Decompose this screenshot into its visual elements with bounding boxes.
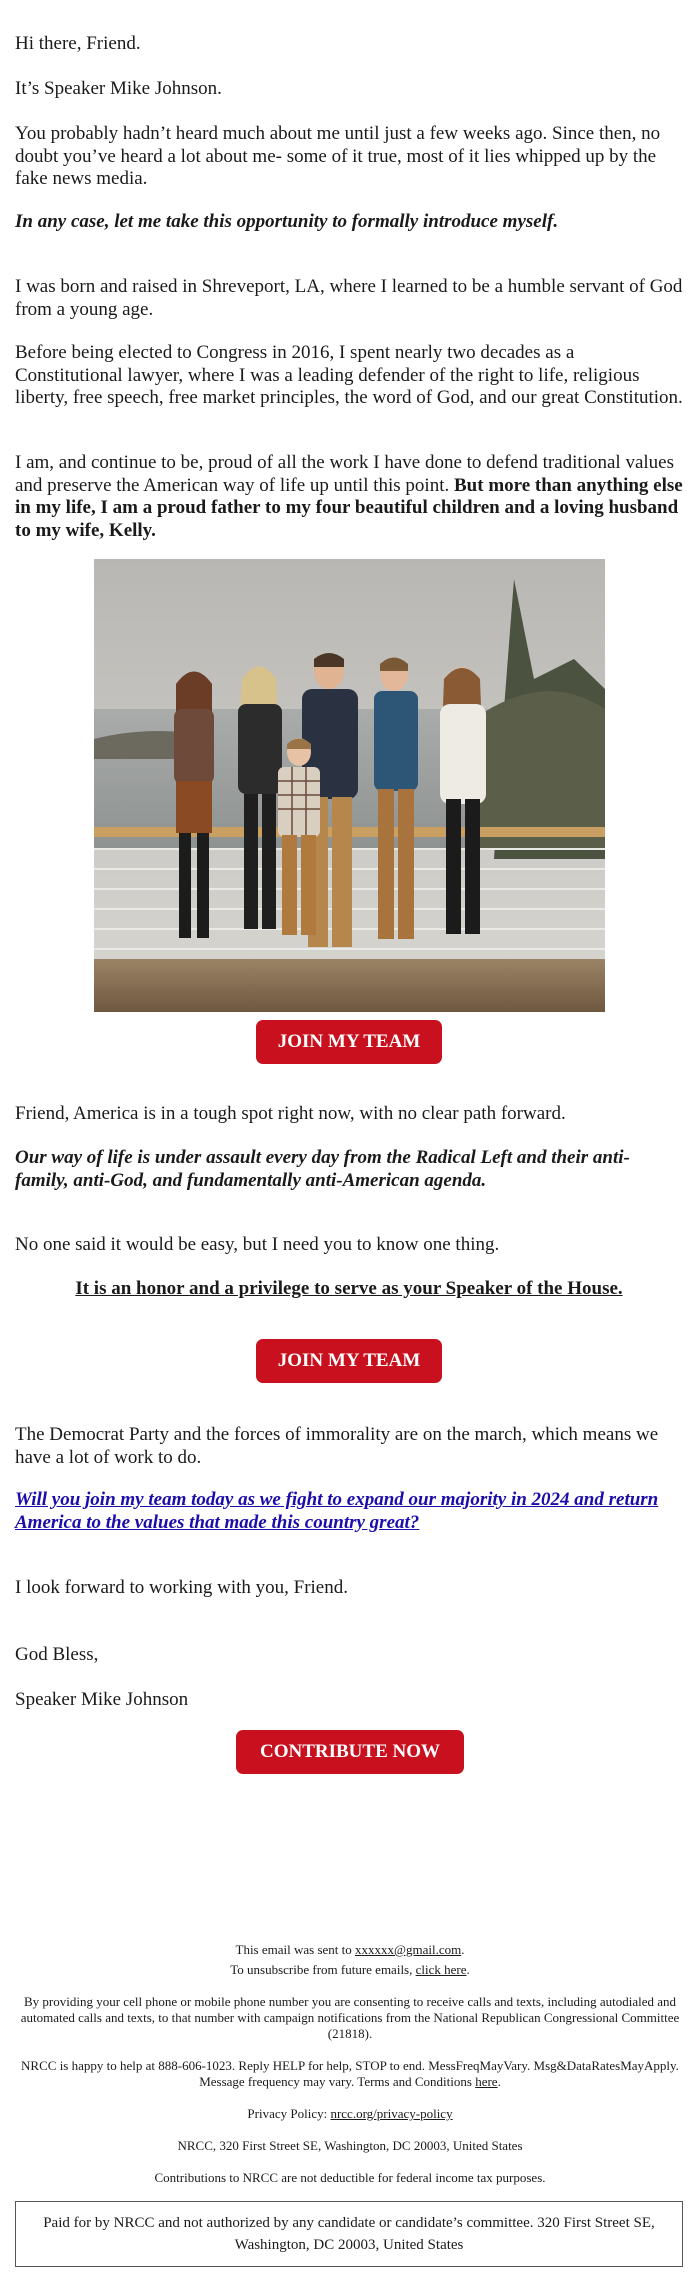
sms-terms-text: NRCC is happy to help at 888-606-1023. Reply HELP for help, STOP to end. MessFreqMayVary. Msg&DataRatesMayApply. Message frequency may vary. Terms and Conditions bbox=[21, 2058, 679, 2089]
sent-to-prefix: This email was sent to bbox=[235, 1942, 356, 1957]
paragraph-congress: Before being elected to Congress in 2016, I spent nearly two decades as a Constitutional lawyer, where I was a leading defender of the right to life, religious liberty, free speech, free market principles, the word of God, and our great Constitution. bbox=[15, 342, 683, 408]
unsubscribe-line bbox=[20, 1962, 680, 1978]
unsubscribe-link[interactable]: click here bbox=[415, 1962, 467, 1977]
join-my-team-button-2[interactable]: JOIN MY TEAM bbox=[256, 1339, 442, 1383]
privacy-line bbox=[20, 2106, 680, 2122]
sms-terms-line bbox=[20, 2058, 680, 2090]
paid-for-disclaimer: Paid for by NRCC and not authorized by any candidate or candidate’s committee. 320 First Street SE, Washington, DC 20003, United States bbox=[15, 2201, 683, 2267]
sent-to-line bbox=[20, 1942, 680, 1958]
recipient-email-link[interactable]: xxxxxx@gmail.com bbox=[355, 1942, 462, 1957]
paragraph-one-thing: No one said it would be easy, but I need you to know one thing. bbox=[15, 1234, 500, 1255]
consent-text: By providing your cell phone or mobile phone number you are consenting to receive calls and texts, including autodialed and automated calls and texts, to that number with campaign notifications from the National Republican Congressional Committee (21818). bbox=[20, 1994, 680, 2041]
paragraph-join-link bbox=[15, 1489, 683, 1534]
paragraph-fake-news: You probably hadn’t heard much about me until just a few weeks ago. Since then, no doubt you’ve heard a lot about me- some of it true, most of it lies whipped up by the fake news media. bbox=[15, 123, 661, 189]
values-text: I am, and continue to be, proud of all the work I have done to defend traditional values and preserve the American way of life up until this point. bbox=[15, 452, 674, 496]
family-photo bbox=[94, 559, 605, 1012]
paragraph-tough-spot: Friend, America is in a tough spot right now, with no clear path forward. bbox=[15, 1103, 566, 1124]
join-my-team-button[interactable]: JOIN MY TEAM bbox=[256, 1020, 442, 1064]
values-bold-text: But more than anything else in my life, I am a proud father to my four beautiful children and a loving husband to my wife, Kelly. bbox=[15, 474, 683, 541]
address-line: NRCC, 320 First Street SE, Washington, DC 20003, United States bbox=[177, 2138, 523, 2153]
join-team-link[interactable]: Will you join my team today as we fight to expand our majority in 2024 and return America to the values that made this country great? bbox=[15, 1489, 659, 1533]
paragraph-introduce: In any case, let me take this opportunity to formally introduce myself. bbox=[15, 211, 559, 232]
family-photo-illustration bbox=[94, 559, 605, 1012]
contribute-now-button[interactable]: CONTRIBUTE NOW bbox=[236, 1730, 464, 1774]
sms-terms-suffix: . bbox=[497, 2074, 501, 2089]
paragraph-democrat: The Democrat Party and the forces of immorality are on the march, which means we have a lot of work to do. bbox=[15, 1424, 659, 1468]
privacy-policy-link[interactable]: nrcc.org/privacy-policy bbox=[330, 2106, 453, 2121]
signoff: God Bless, bbox=[15, 1644, 99, 1665]
unsubscribe-suffix: . bbox=[466, 1962, 470, 1977]
signature: Speaker Mike Johnson bbox=[15, 1689, 189, 1710]
sent-to-suffix: . bbox=[461, 1942, 465, 1957]
tax-disclaimer: Contributions to NRCC are not deductible for federal income tax purposes. bbox=[154, 2170, 546, 2185]
greeting: Hi there, Friend. bbox=[15, 33, 141, 54]
paragraph-look-forward: I look forward to working with you, Friend. bbox=[15, 1577, 348, 1598]
terms-link[interactable]: here bbox=[475, 2074, 498, 2089]
paragraph-values bbox=[15, 452, 683, 542]
paragraph-assault: Our way of life is under assault every day from the Radical Left and their anti-family, anti-God, and fundamentally anti-American agenda. bbox=[15, 1147, 630, 1191]
privacy-prefix: Privacy Policy: bbox=[247, 2106, 331, 2121]
paragraph-honor: It is an honor and a privilege to serve as your Speaker of the House. bbox=[75, 1278, 623, 1299]
unsubscribe-prefix: To unsubscribe from future emails, bbox=[230, 1962, 416, 1977]
paragraph-shreveport: I was born and raised in Shreveport, LA, where I learned to be a humble servant of God from a young age. bbox=[15, 276, 683, 320]
intro-line: It’s Speaker Mike Johnson. bbox=[15, 78, 222, 99]
